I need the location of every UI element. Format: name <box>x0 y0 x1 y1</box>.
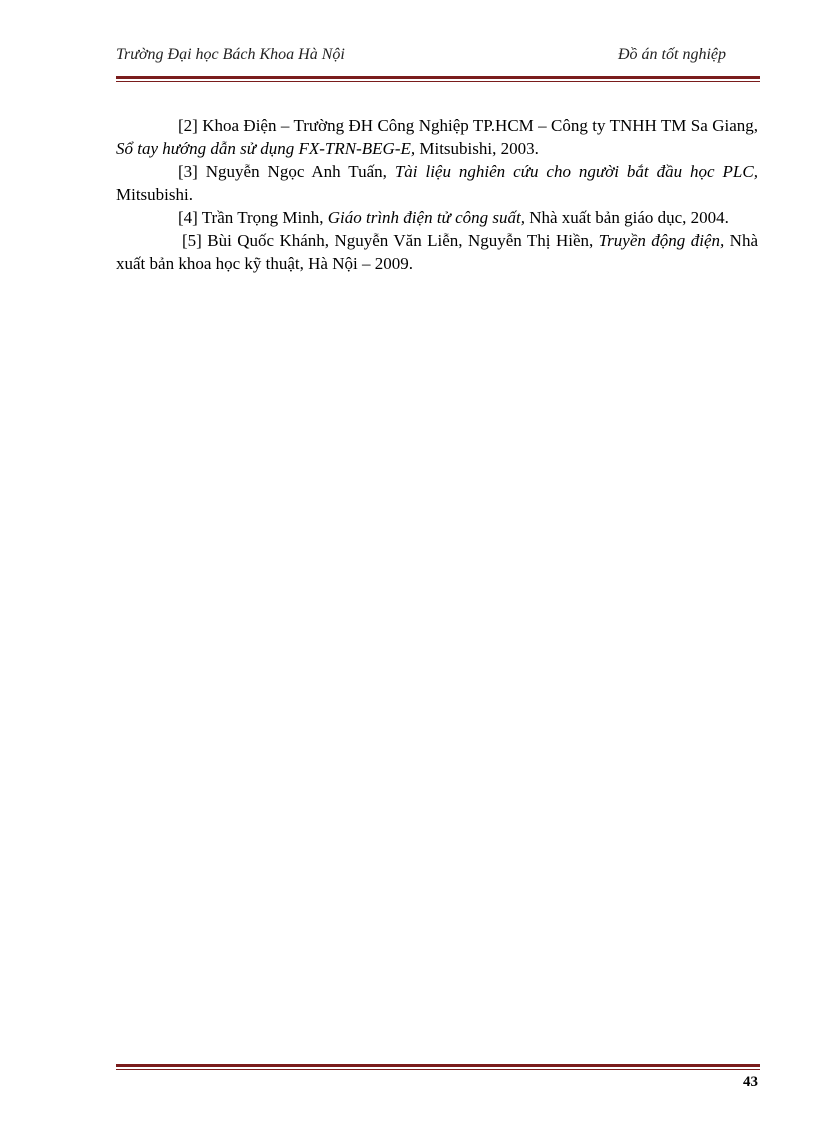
reference-title: Truyền động điện, <box>598 231 725 250</box>
reference-title: Tài liệu nghiên cứu cho người bắt đầu học PLC, <box>394 162 758 181</box>
reference-item <box>116 114 758 160</box>
header-rule <box>116 76 760 82</box>
reference-title: Sổ tay hướng dẫn sử dụng FX-TRN-BEG-E, <box>116 139 416 158</box>
reference-item <box>116 160 758 206</box>
reference-publisher: Mitsubishi, 2003. <box>415 139 539 158</box>
reference-authors: [2] Khoa Điện – Trường ĐH Công Nghiệp TP.HCM – Công ty TNHH TM Sa Giang, <box>178 116 758 135</box>
reference-publisher: Nhà xuất bản khoa học kỹ thuật, Hà Nội – 2009. <box>116 231 758 273</box>
reference-item <box>116 206 758 229</box>
reference-authors: [3] Nguyễn Ngọc Anh Tuấn, <box>178 162 395 181</box>
header-institution: Trường Đại học Bách Khoa Hà Nội <box>116 46 345 63</box>
reference-title: Giáo trình điện tử công suất, <box>327 208 525 227</box>
footer-rule <box>116 1064 760 1070</box>
reference-authors: [4] Trần Trọng Minh, <box>178 208 328 227</box>
references-list <box>116 114 758 275</box>
page-number: 43 <box>743 1074 758 1090</box>
reference-authors: [5] Bùi Quốc Khánh, Nguyễn Văn Liễn, Nguyễn Thị Hiền, <box>182 231 599 250</box>
header-document-type: Đồ án tốt nghiệp <box>618 46 726 63</box>
reference-item <box>116 229 758 275</box>
reference-publisher: Nhà xuất bản giáo dục, 2004. <box>524 208 729 227</box>
page-header <box>116 46 758 68</box>
reference-publisher: Mitsubishi. <box>116 185 193 204</box>
